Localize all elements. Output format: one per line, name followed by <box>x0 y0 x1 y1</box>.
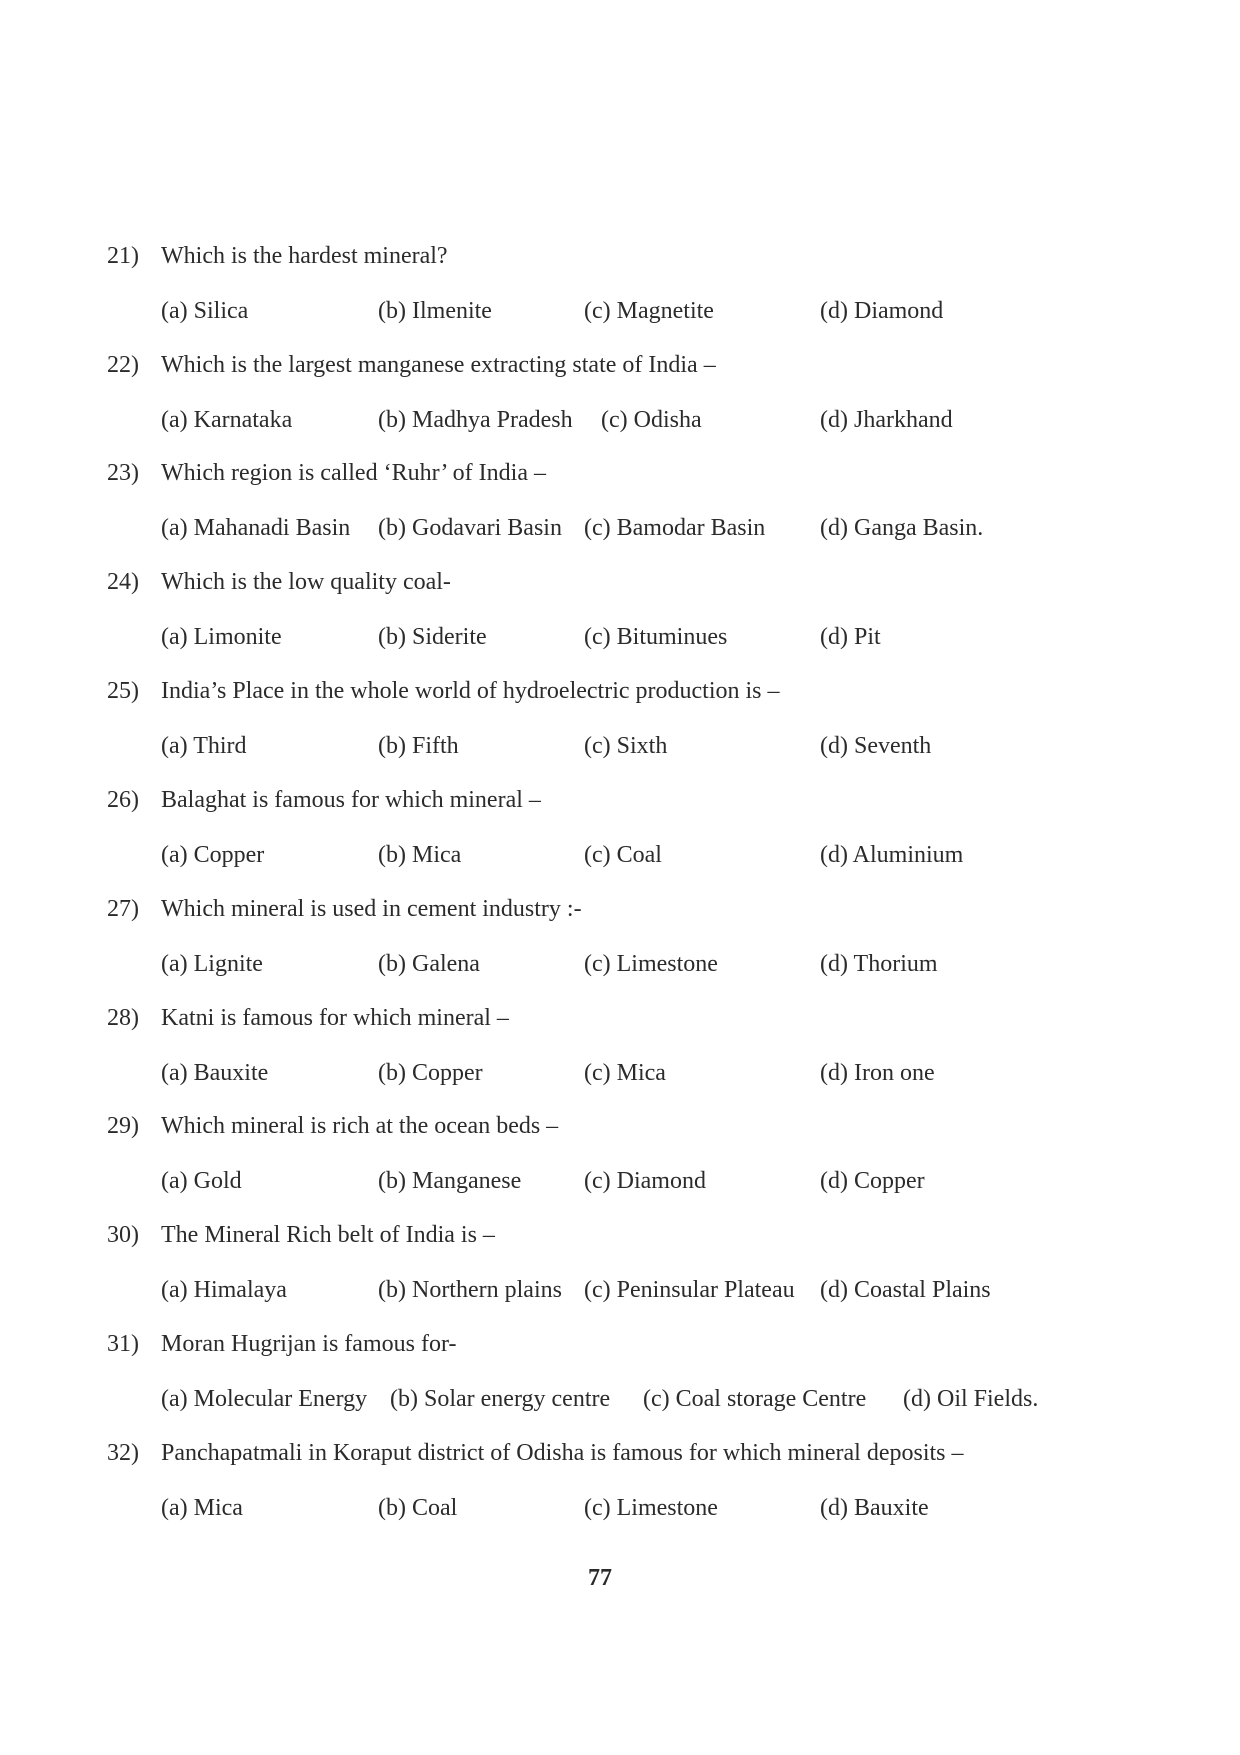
question-text: Panchapatmali in Koraput district of Odisha is famous for which mineral deposits – <box>161 1440 964 1466</box>
option-b: (b) Manganese <box>378 1168 522 1194</box>
option-b: (b) Godavari Basin <box>378 515 562 541</box>
question-28 <box>0 1003 1240 1113</box>
question-number: 31) <box>107 1331 139 1357</box>
option-d: (d) Aluminium <box>820 842 964 868</box>
options-row <box>0 1058 1240 1088</box>
option-c: (c) Mica <box>584 1060 666 1086</box>
options-row <box>0 622 1240 652</box>
option-c: (c) Coal <box>584 842 662 868</box>
option-b: (b) Copper <box>378 1060 483 1086</box>
option-b: (b) Solar energy centre <box>390 1386 611 1412</box>
question-22 <box>0 350 1240 460</box>
options-row <box>0 405 1240 435</box>
option-d: (d) Thorium <box>820 951 938 977</box>
question-32 <box>0 1438 1240 1548</box>
options-row <box>0 1275 1240 1305</box>
option-d: (d) Iron one <box>820 1060 935 1086</box>
option-b: (b) Siderite <box>378 624 487 650</box>
question-number: 25) <box>107 678 139 704</box>
question-number: 22) <box>107 352 139 378</box>
option-c: (c) Odisha <box>601 407 702 433</box>
question-21 <box>0 241 1240 351</box>
question-text: Which mineral is used in cement industry :- <box>161 896 582 922</box>
question-number: 21) <box>107 243 139 269</box>
option-a: (a) Copper <box>161 842 265 868</box>
options-row <box>0 1166 1240 1196</box>
option-d: (d) Jharkhand <box>820 407 953 433</box>
option-d: (d) Copper <box>820 1168 925 1194</box>
options-row <box>0 949 1240 979</box>
option-b: (b) Ilmenite <box>378 298 492 324</box>
options-row <box>0 731 1240 761</box>
question-text: India’s Place in the whole world of hydroelectric production is – <box>161 678 780 704</box>
option-b: (b) Madhya Pradesh <box>378 407 573 433</box>
page-number: 77 <box>588 1565 612 1591</box>
option-d: (d) Coastal Plains <box>820 1277 991 1303</box>
question-text: The Mineral Rich belt of India is – <box>161 1222 495 1248</box>
option-b: (b) Mica <box>378 842 462 868</box>
options-row <box>0 1384 1240 1414</box>
option-a: (a) Mica <box>161 1495 243 1521</box>
question-31 <box>0 1329 1240 1439</box>
option-a: (a) Lignite <box>161 951 263 977</box>
option-a: (a) Himalaya <box>161 1277 287 1303</box>
option-b: (b) Fifth <box>378 733 459 759</box>
question-23 <box>0 458 1240 568</box>
option-c: (c) Limestone <box>584 1495 718 1521</box>
question-number: 28) <box>107 1005 139 1031</box>
question-number: 32) <box>107 1440 139 1466</box>
option-a: (a) Mahanadi Basin <box>161 515 351 541</box>
question-text: Which is the low quality coal- <box>161 569 451 595</box>
option-a: (a) Limonite <box>161 624 282 650</box>
question-25 <box>0 676 1240 786</box>
option-a: (a) Karnataka <box>161 407 293 433</box>
option-b: (b) Coal <box>378 1495 458 1521</box>
question-30 <box>0 1220 1240 1330</box>
option-d: (d) Diamond <box>820 298 944 324</box>
option-c: (c) Magnetite <box>584 298 714 324</box>
question-26 <box>0 785 1240 895</box>
question-text: Balaghat is famous for which mineral – <box>161 787 541 813</box>
option-d: (d) Seventh <box>820 733 932 759</box>
question-number: 30) <box>107 1222 139 1248</box>
question-text: Which mineral is rich at the ocean beds – <box>161 1113 559 1139</box>
question-number: 23) <box>107 460 139 486</box>
option-c: (c) Sixth <box>584 733 668 759</box>
option-c: (c) Peninsular Plateau <box>584 1277 795 1303</box>
option-d: (d) Pit <box>820 624 881 650</box>
option-b: (b) Galena <box>378 951 480 977</box>
question-number: 24) <box>107 569 139 595</box>
options-row <box>0 513 1240 543</box>
option-c: (c) Limestone <box>584 951 718 977</box>
question-text: Katni is famous for which mineral – <box>161 1005 509 1031</box>
option-a: (a) Molecular Energy <box>161 1386 368 1412</box>
option-d: (d) Bauxite <box>820 1495 929 1521</box>
option-a: (a) Silica <box>161 298 249 324</box>
question-24 <box>0 567 1240 677</box>
option-d: (d) Oil Fields. <box>903 1386 1039 1412</box>
options-row <box>0 840 1240 870</box>
option-d: (d) Ganga Basin. <box>820 515 984 541</box>
question-text: Which region is called ‘Ruhr’ of India – <box>161 460 546 486</box>
option-c: (c) Bituminues <box>584 624 728 650</box>
question-number: 29) <box>107 1113 139 1139</box>
question-text: Moran Hugrijan is famous for- <box>161 1331 457 1357</box>
question-29 <box>0 1111 1240 1221</box>
option-c: (c) Coal storage Centre <box>643 1386 867 1412</box>
option-a: (a) Bauxite <box>161 1060 269 1086</box>
question-number: 27) <box>107 896 139 922</box>
question-number: 26) <box>107 787 139 813</box>
question-text: Which is the largest manganese extracting state of India – <box>161 352 716 378</box>
option-b: (b) Northern plains <box>378 1277 562 1303</box>
options-row <box>0 296 1240 326</box>
option-a: (a) Gold <box>161 1168 242 1194</box>
option-c: (c) Bamodar Basin <box>584 515 766 541</box>
options-row <box>0 1493 1240 1523</box>
option-c: (c) Diamond <box>584 1168 706 1194</box>
question-text: Which is the hardest mineral? <box>161 243 448 269</box>
option-a: (a) Third <box>161 733 247 759</box>
question-27 <box>0 894 1240 1004</box>
